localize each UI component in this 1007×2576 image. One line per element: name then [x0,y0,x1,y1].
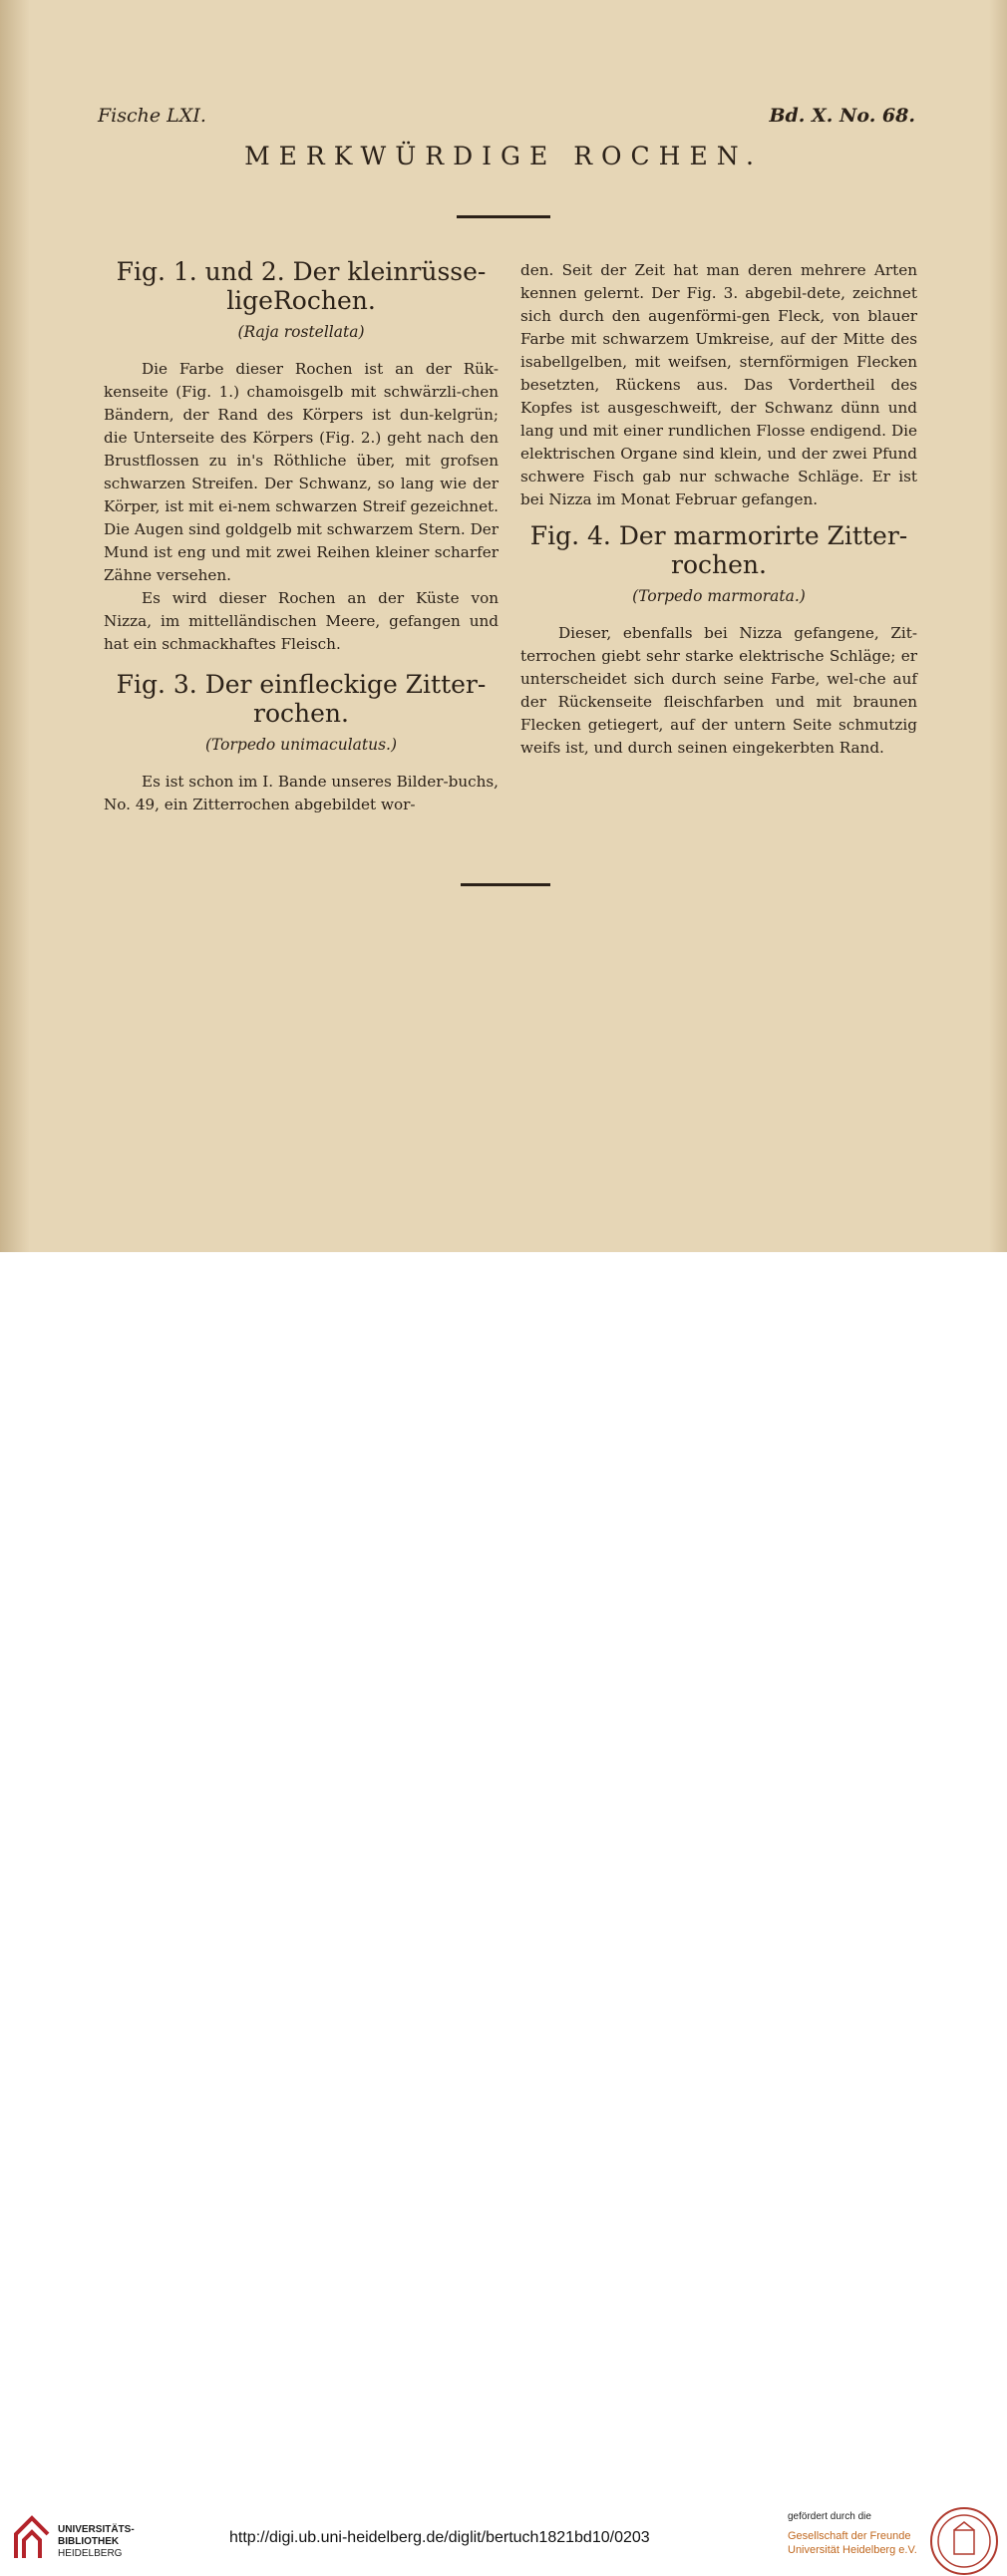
fig3-latin-name: (Torpedo unimaculatus.) [204,736,398,754]
fig3-heading: Fig. 3. Der einfleckige Zitter-rochen. [116,670,487,728]
society-line-2: Universität Heidelberg e.V. [788,2544,917,2556]
fig4-paragraph-1: Dieser, ebenfalls bei Nizza gefangene, Zit-terrochen giebt sehr starke elektrische Schläge; er unterscheidet sich durch seine Farbe, wel-che auf der Rückenseite fleischfarben und mit braunen Flecken getiegert, auf der untern Seite schmutzig weifs ist, und durch seinen eingekerbten Rand. [520,624,917,757]
header-right: Bd. X. No. 68. [769,105,915,127]
society-name [788,2529,917,2557]
library-line-3: HEIDELBERG [58,2548,123,2559]
ub-logo-icon [12,2514,52,2562]
library-name [58,2524,135,2560]
continued-paragraph: den. Seit der Zeit hat man deren mehrere Arten kennen gelernt. Der Fig. 3. abgebil-dete, zeichnet sich durch den augenförmi-gen Fleck, von blauer Farbe mit schwarzem Umkreise, auf der Mitte des isabellgelben, mit weifsen, sternförmigen Flecken besetzten, Rückens aus. Das Vordertheil des Kopfes ist ausgeschweift, der Schwanz dünn und lang und mit einer rundlichen Flosse endigend. Die elektrischen Organe sind klein, und der zwei Pfund schwere Fisch gab nur schwache Schläge. Er ist bei Nizza im Monat Februar gefangen. [520,261,917,508]
page-right-shadow [989,0,1007,1252]
fig1-latin-name: (Raja rostellata) [237,323,365,341]
fig1-paragraph-1: Die Farbe dieser Rochen ist an der Rük-kenseite (Fig. 1.) chamoisgelb mit schwärzli-chen Bändern, der Rand des Körpers ist dun-kelgrün; die Unterseite des Körpers (Fig. 2.) geht nach den Brustflossen zu in's Röthliche über, mit grofsen schwarzen Streifen. Der Schwanz, so lang wie der Körper, ist mit ei-nem schwarzen Streif gezeichnet. Die Augen sind goldgelb mit schwarzem Stern. Der Mund ist eng und mit zwei Reihen kleiner scharfer Zähne versehen. [104,360,499,584]
title-rule [457,215,550,218]
right-column [520,259,917,760]
library-line-2: BIBLIOTHEK [58,2536,120,2547]
supported-by-label: gefördert durch die [788,2511,871,2522]
fig1-paragraph-2: Es wird dieser Rochen an der Küste von Nizza, im mittelländischen Meere, gefangen und hat ein schmackhaftes Fleisch. [104,589,499,653]
permalink-url[interactable]: http://digi.ub.uni-heidelberg.de/diglit/bertuch1821bd10/0203 [229,2529,650,2546]
university-seal-icon [929,2506,999,2576]
fig4-heading: Fig. 4. Der marmorirte Zitter-rochen. [529,521,908,579]
fig1-heading: Fig. 1. und 2. Der kleinrüsse-ligeRochen. [116,257,487,315]
fig3-paragraph-1: Es ist schon im I. Bande unseres Bilder-buchs, No. 49, ein Zitterrochen abgebildet wor- [104,773,500,813]
left-column [104,257,499,816]
fig4-latin-name: (Torpedo marmorata.) [632,587,806,605]
library-line-1: UNIVERSITÄTS- [58,2524,135,2535]
footer-bar [0,1252,1007,2559]
scanned-page [0,0,1007,1252]
header-left: Fische LXI. [98,105,206,127]
page-left-shadow [0,0,30,1252]
society-line-1: Gesellschaft der Freunde [788,2530,911,2542]
end-rule [461,883,550,886]
page-title: MERKWÜRDIGE ROCHEN. [244,142,763,170]
